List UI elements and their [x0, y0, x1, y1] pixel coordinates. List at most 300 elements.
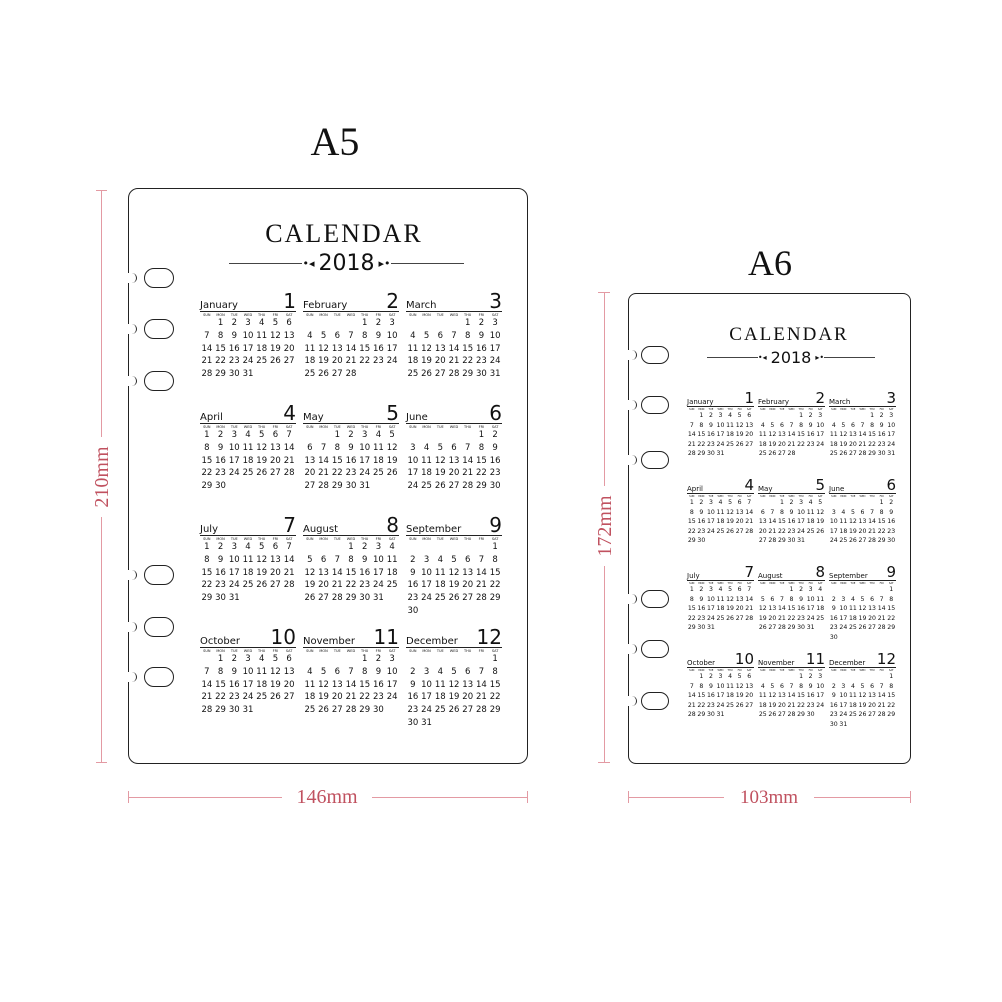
day-cell: 5 [860, 682, 865, 690]
day-cell: 8 [204, 442, 210, 453]
day-cell: 2 [375, 654, 382, 664]
day-cell: 4 [437, 554, 443, 565]
month-header [829, 478, 896, 494]
month-may [303, 403, 399, 493]
day-cell: 24 [421, 593, 432, 604]
day-cell: 21 [476, 692, 487, 703]
day-cell: 24 [242, 356, 254, 367]
binder-notch [127, 324, 137, 334]
day-cell: 3 [389, 318, 395, 328]
day-blank [687, 411, 697, 421]
day-cell: 8 [361, 330, 368, 341]
day-cell: 11 [716, 508, 725, 516]
day-cell: 22 [201, 580, 213, 591]
day-blank [858, 672, 868, 682]
day-cell: 18 [421, 468, 432, 479]
day-cell: 7 [779, 595, 784, 603]
day-cell: 17 [716, 431, 725, 439]
weekday-label: SAT [285, 425, 293, 429]
day-cell: 7 [204, 330, 210, 341]
day-cell: 9 [478, 330, 485, 341]
day-cell: 28 [787, 711, 796, 719]
day-cell: 24 [421, 705, 432, 716]
day-cell: 14 [787, 431, 796, 439]
weekday-label: THU [869, 495, 875, 498]
day-cell: 17 [839, 701, 848, 709]
day-cell: 28 [777, 624, 786, 632]
day-cell: 4 [808, 499, 813, 506]
day-cell: 28 [201, 705, 213, 716]
day-cell: 28 [283, 580, 295, 591]
day-cell: 8 [699, 421, 704, 429]
day-cell: 26 [318, 369, 329, 380]
day-cell: 1 [492, 542, 498, 552]
day-cell: 22 [797, 701, 805, 709]
binder-hole [144, 268, 174, 288]
day-cell: 6 [451, 442, 457, 453]
month-name: April [687, 485, 703, 493]
weekday-label: TUE [333, 649, 341, 653]
day-cell: 28 [768, 537, 777, 545]
day-cell: 16 [359, 567, 371, 578]
day-cell: 3 [423, 666, 430, 677]
day-cell: 10 [228, 442, 240, 453]
weekday-label: TUE [436, 649, 444, 653]
weekday-label: THU [361, 313, 369, 317]
month-number: 4 [744, 476, 754, 494]
calendar-title: CALENDAR [729, 324, 849, 345]
day-cell: 30 [373, 705, 384, 716]
day-cell: 15 [489, 679, 501, 690]
day-cell: 24 [716, 701, 725, 709]
day-cell: 18 [758, 440, 767, 448]
day-cell: 11 [256, 666, 268, 677]
day-cell: 10 [839, 605, 848, 613]
day-cell: 16 [877, 431, 886, 439]
day-cell: 16 [829, 701, 838, 709]
day-cell: 14 [476, 567, 487, 578]
day-cell: 21 [687, 701, 696, 709]
day-cell: 31 [359, 481, 371, 492]
a5-height-tick-bottom [96, 762, 107, 763]
day-cell: 12 [726, 595, 734, 603]
day-cell: 19 [386, 455, 398, 466]
day-cell: 14 [877, 692, 886, 700]
day-cell: 8 [361, 666, 368, 677]
day-cell: 3 [361, 430, 368, 440]
day-blank [433, 541, 447, 554]
calendar-year-row [707, 348, 875, 367]
day-cell: 18 [434, 580, 446, 591]
day-cell: 9 [410, 679, 416, 690]
day-cell: 20 [331, 356, 343, 367]
day-cell: 1 [492, 654, 498, 664]
day-cell: 20 [848, 440, 857, 448]
weekday-label: SUN [409, 649, 417, 653]
day-cell: 2 [217, 542, 224, 552]
weekday-label: THU [464, 649, 472, 653]
day-cell: 14 [687, 692, 696, 700]
a6-height-label: 172mm [593, 486, 617, 566]
weekday-label: FRI [272, 313, 279, 317]
day-blank [839, 585, 849, 595]
day-cell: 11 [304, 343, 316, 354]
weekday-label: SAT [285, 537, 293, 541]
day-cell: 8 [478, 442, 485, 453]
month-number: 11 [373, 625, 399, 649]
day-cell: 18 [716, 518, 725, 526]
day-cell: 18 [304, 692, 316, 703]
day-cell: 4 [718, 586, 723, 593]
day-cell: 28 [745, 527, 754, 535]
weekday-label: SUN [306, 537, 314, 541]
day-cell: 26 [735, 701, 744, 709]
day-cell: 1 [689, 586, 694, 593]
day-cell: 7 [689, 682, 694, 690]
weekday-label: FRI [737, 408, 742, 411]
day-cell: 23 [215, 468, 226, 479]
day-cell: 13 [331, 679, 343, 690]
day-cell: 20 [758, 527, 767, 535]
binder-hole [641, 590, 669, 608]
day-cell: 7 [478, 554, 485, 565]
day-cell: 14 [858, 431, 867, 439]
day-cell: 21 [877, 614, 886, 622]
month-name: October [687, 659, 716, 667]
month-number: 7 [283, 513, 296, 537]
month-may [758, 478, 825, 546]
day-cell: 7 [747, 499, 752, 506]
day-cell: 27 [462, 593, 474, 604]
day-cell: 20 [735, 518, 744, 526]
day-blank [758, 411, 768, 421]
day-cell: 18 [848, 701, 857, 709]
day-blank [200, 317, 214, 330]
weekday-label: WED [449, 649, 459, 653]
day-cell: 15 [462, 343, 474, 354]
month-number: 9 [886, 563, 896, 581]
day-cell: 2 [699, 586, 704, 593]
day-cell: 1 [699, 673, 704, 680]
weekday-label: WED [346, 313, 356, 317]
day-cell: 21 [858, 440, 867, 448]
day-cell: 14 [777, 605, 786, 613]
day-cell: 6 [464, 666, 471, 677]
day-cell: 11 [829, 431, 838, 439]
day-blank [858, 411, 868, 421]
day-blank [303, 541, 317, 554]
day-cell: 10 [797, 508, 805, 516]
day-cell: 14 [476, 679, 487, 690]
day-cell: 11 [758, 692, 767, 700]
day-cell: 17 [816, 692, 825, 700]
day-cell: 8 [799, 421, 804, 429]
weekday-label: SUN [689, 582, 695, 585]
day-cell: 24 [887, 440, 896, 448]
day-cell: 3 [245, 654, 251, 664]
day-cell: 13 [462, 679, 474, 690]
day-cell: 12 [848, 518, 857, 526]
day-cell: 14 [283, 554, 295, 565]
day-cell: 12 [270, 666, 281, 677]
day-cell: 8 [889, 595, 894, 603]
day-cell: 29 [201, 593, 213, 604]
day-cell: 2 [789, 499, 794, 506]
day-cell: 25 [848, 711, 857, 719]
weekday-label: TUE [850, 582, 856, 585]
day-cell: 23 [373, 356, 384, 367]
day-grid [758, 411, 825, 459]
day-cell: 20 [777, 701, 786, 709]
weekday-label: SAT [285, 313, 293, 317]
month-january [200, 291, 296, 381]
day-cell: 19 [448, 580, 460, 591]
day-cell: 20 [283, 343, 295, 354]
day-cell: 25 [716, 614, 725, 622]
binder-notch [127, 570, 137, 580]
day-cell: 2 [231, 318, 237, 328]
day-cell: 8 [879, 508, 884, 516]
month-name: November [303, 636, 356, 647]
day-cell: 9 [231, 330, 237, 341]
day-cell: 17 [716, 692, 725, 700]
month-name: July [687, 572, 700, 580]
day-cell: 11 [373, 442, 384, 453]
month-number: 1 [283, 289, 296, 313]
day-cell: 30 [887, 537, 896, 545]
day-cell: 25 [758, 711, 767, 719]
month-header [829, 391, 896, 407]
day-cell: 19 [858, 614, 867, 622]
month-header [406, 291, 502, 312]
day-cell: 20 [735, 605, 744, 613]
day-blank [687, 672, 697, 682]
day-cell: 19 [735, 431, 744, 439]
day-blank [768, 672, 778, 682]
day-cell: 22 [697, 440, 706, 448]
day-cell: 12 [726, 508, 734, 516]
day-cell: 12 [839, 431, 848, 439]
day-cell: 1 [204, 542, 210, 552]
day-cell: 5 [272, 318, 279, 328]
day-cell: 26 [735, 440, 744, 448]
day-cell: 25 [806, 527, 815, 535]
day-cell: 21 [768, 527, 777, 535]
binder-hole [144, 319, 174, 339]
day-cell: 18 [242, 567, 254, 578]
year-rule-right [824, 357, 875, 358]
day-cell: 5 [320, 666, 327, 677]
day-cell: 6 [737, 499, 742, 506]
day-cell: 14 [345, 679, 357, 690]
day-cell: 12 [256, 442, 268, 453]
weekday-label: TUE [333, 425, 341, 429]
day-cell: 30 [706, 450, 715, 458]
day-cell: 19 [421, 356, 432, 367]
weekday-label: WED [859, 495, 866, 498]
day-cell: 16 [373, 343, 384, 354]
month-name: July [200, 524, 218, 535]
weekday-label: FRI [375, 649, 382, 653]
month-september [406, 515, 502, 618]
day-cell: 15 [687, 605, 696, 613]
day-cell: 26 [270, 692, 281, 703]
day-cell: 7 [286, 430, 292, 440]
day-cell: 23 [887, 527, 896, 535]
day-cell: 9 [699, 508, 704, 516]
day-cell: 19 [758, 614, 767, 622]
day-blank [433, 317, 447, 330]
day-cell: 18 [407, 356, 419, 367]
day-cell: 27 [868, 711, 876, 719]
binder-hole [641, 451, 669, 469]
day-cell: 26 [256, 580, 268, 591]
weekday-label: MON [422, 313, 431, 317]
weekday-label: SUN [689, 495, 695, 498]
day-cell: 12 [735, 421, 744, 429]
day-cell: 2 [478, 318, 485, 328]
day-cell: 15 [359, 343, 371, 354]
day-cell: 6 [307, 442, 313, 453]
weekday-label: THU [727, 408, 733, 411]
month-name: August [758, 572, 783, 580]
day-cell: 9 [889, 508, 894, 516]
day-blank [344, 653, 358, 666]
weekday-label: SAT [285, 649, 293, 653]
day-blank [420, 541, 434, 554]
day-cell: 26 [726, 614, 734, 622]
day-cell: 27 [858, 537, 867, 545]
day-blank [768, 585, 778, 595]
day-cell: 24 [489, 356, 501, 367]
weekday-label: SUN [760, 582, 766, 585]
year-rule-right [391, 263, 464, 264]
weekday-label: WED [717, 495, 724, 498]
day-cell: 13 [331, 343, 343, 354]
binder-hole [144, 617, 174, 637]
weekday-label: MON [319, 313, 328, 317]
month-name: November [758, 659, 795, 667]
day-blank [858, 498, 868, 508]
weekday-label: THU [361, 649, 369, 653]
day-cell: 4 [728, 412, 733, 419]
day-cell: 15 [359, 679, 371, 690]
day-cell: 1 [689, 499, 694, 506]
weekday-label: WED [346, 649, 356, 653]
day-cell: 30 [877, 450, 886, 458]
weekday-label: THU [464, 313, 472, 317]
day-cell: 13 [735, 595, 744, 603]
day-cell: 2 [492, 430, 498, 440]
day-blank [867, 672, 877, 682]
day-cell: 9 [375, 666, 382, 677]
day-cell: 24 [359, 468, 371, 479]
month-january [687, 391, 754, 459]
day-cell: 28 [345, 705, 357, 716]
day-cell: 18 [373, 455, 384, 466]
day-cell: 25 [839, 537, 848, 545]
month-header [200, 403, 296, 424]
day-cell: 12 [304, 567, 316, 578]
day-cell: 29 [687, 624, 696, 632]
weekday-label: SUN [689, 408, 695, 411]
day-cell: 7 [789, 421, 794, 429]
day-cell: 15 [476, 455, 487, 466]
month-february [758, 391, 825, 459]
day-blank [420, 317, 434, 330]
day-cell: 28 [462, 481, 474, 492]
weekday-label: FRI [272, 425, 279, 429]
day-grid [687, 672, 754, 720]
day-cell: 13 [735, 508, 744, 516]
day-cell: 31 [797, 537, 805, 545]
day-cell: 2 [410, 554, 416, 565]
weekday-label: SUN [831, 669, 837, 672]
day-cell: 29 [359, 705, 371, 716]
day-cell: 9 [217, 442, 224, 453]
day-cell: 4 [410, 330, 416, 341]
weekday-label: FRI [478, 425, 485, 429]
day-cell: 1 [799, 412, 804, 419]
weekday-label: TUE [850, 408, 856, 411]
month-name: June [406, 412, 428, 423]
day-cell: 3 [708, 499, 713, 506]
day-cell: 28 [476, 705, 487, 716]
day-cell: 6 [770, 595, 775, 603]
day-cell: 3 [423, 554, 430, 565]
month-number: 6 [886, 476, 896, 494]
weekday-label: TUE [230, 425, 238, 429]
month-number: 6 [489, 401, 502, 425]
day-grid [687, 498, 754, 546]
day-cell: 22 [489, 692, 501, 703]
day-cell: 19 [434, 468, 446, 479]
day-cell: 4 [375, 430, 382, 440]
binder-hole [641, 692, 669, 710]
weekday-label: WED [449, 425, 459, 429]
day-cell: 8 [689, 595, 694, 603]
day-cell: 19 [858, 701, 867, 709]
weekday-label: SAT [491, 649, 499, 653]
day-cell: 7 [478, 666, 485, 677]
day-cell: 4 [245, 542, 251, 552]
day-cell: 15 [787, 605, 796, 613]
binder-notch [627, 696, 637, 706]
weekday-label: THU [464, 425, 472, 429]
day-cell: 4 [760, 682, 765, 690]
calendar-title: CALENDAR [265, 219, 423, 248]
day-cell: 29 [476, 481, 487, 492]
day-cell: 26 [421, 369, 432, 380]
weekday-label: THU [798, 408, 804, 411]
month-number: 8 [386, 513, 399, 537]
day-cell: 23 [407, 593, 419, 604]
day-cell: 23 [697, 527, 706, 535]
day-cell: 28 [476, 593, 487, 604]
month-name: February [303, 300, 348, 311]
weekday-label: MON [422, 537, 431, 541]
weekday-label: SUN [831, 408, 837, 411]
day-cell: 4 [818, 586, 823, 593]
day-cell: 29 [877, 537, 886, 545]
day-cell: 29 [201, 481, 213, 492]
day-cell: 19 [256, 455, 268, 466]
a5-size-label: A5 [310, 119, 360, 164]
day-cell: 16 [787, 518, 796, 526]
day-cell: 13 [270, 442, 281, 453]
day-cell: 13 [304, 455, 316, 466]
day-cell: 15 [797, 692, 805, 700]
